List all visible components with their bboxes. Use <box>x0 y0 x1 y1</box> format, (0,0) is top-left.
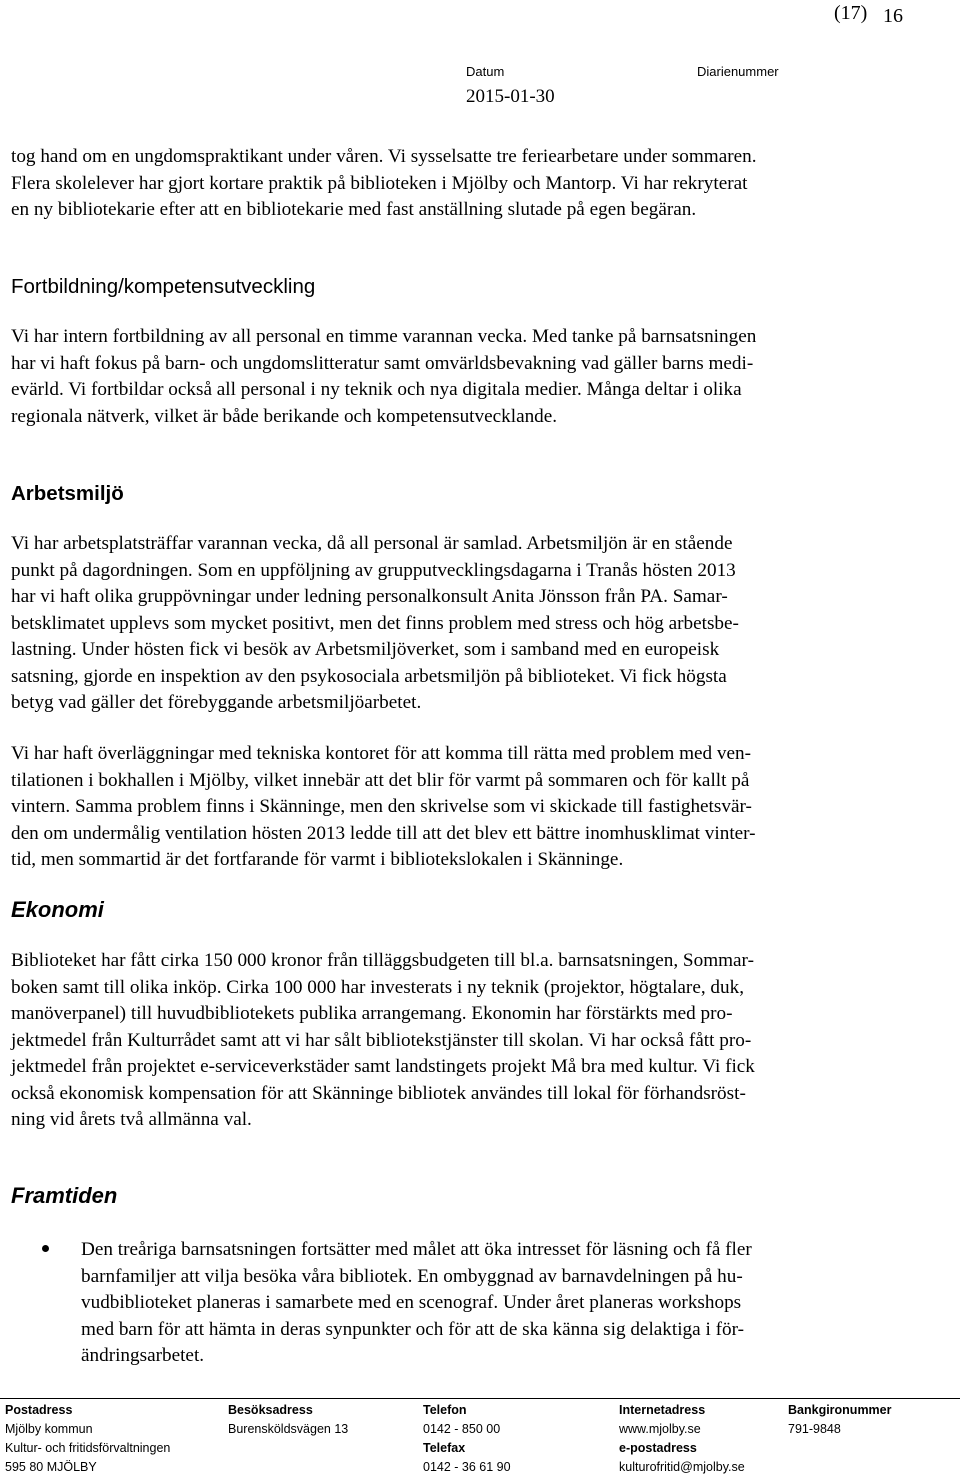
text-line: barnfamiljer att vilja besöka våra bibliotek. En ombyggnad av barnavdelningen på hu- <box>81 1265 743 1287</box>
text-line: vintern. Samma problem finns i Skänninge, men den skrivelse som vi skickade till fastighetsvär- <box>11 796 752 817</box>
text-line: jektmedel från Kulturrådet samt att vi har sålt bibliotekstjänster till skolan. Vi har också fått pro- <box>11 1029 752 1051</box>
text-line: ning vid årets två allmänna val. <box>11 1109 252 1130</box>
diarienummer-label: Diarienummer <box>697 64 779 79</box>
heading-ekonomi: Ekonomi <box>11 897 104 922</box>
postadress-label: Postadress <box>5 1403 73 1417</box>
text-line: har vi haft fokus på barn- och ungdomslitteratur samt omvärldsbevakning vad gäller barns medi- <box>11 352 754 374</box>
besoksadress-label: Besöksadress <box>228 1403 313 1417</box>
arbetsmiljo-paragraph-2 <box>11 741 936 874</box>
epostadress-label: e-postadress <box>619 1441 697 1455</box>
text-line: den om undermålig ventilation hösten 2013 ledde till att det blev ett bättre inomhusklimat vinter- <box>11 822 756 844</box>
heading-fortbildning: Fortbildning/kompetensutveckling <box>11 275 316 298</box>
text-line: satsning, gjorde en inspektion av den psykosociala arbetsmiljön på biblioteket. Vi fick högsta <box>11 665 727 687</box>
footer-divider <box>0 1398 960 1399</box>
internetadress-link[interactable]: www.mjolby.se <box>619 1422 701 1436</box>
text-line: vudbiblioteket planeras i samarbete med en scenograf. Under året planeras workshops <box>81 1292 742 1313</box>
framtiden-bullet-item <box>81 1237 936 1370</box>
text-line: boken samt till olika inköp. Cirka 100 000 har investerats i ny teknik (projektor, högtalare, duk, <box>11 976 745 998</box>
telefon-value: 0142 - 850 00 <box>423 1422 501 1436</box>
document-date: 2015-01-30 <box>466 86 555 107</box>
telefax-label: Telefax <box>423 1441 466 1455</box>
text-line: regionala nätverk, vilket är både berikande och kompetensutvecklande. <box>11 405 558 427</box>
text-line: Vi har arbetsplatsträffar varannan vecka, då all personal är samlad. Arbetsmiljön är en stående <box>11 533 733 554</box>
heading-framtiden: Framtiden <box>11 1183 118 1208</box>
internetadress-label: Internetadress <box>619 1403 706 1417</box>
bullet-icon <box>42 1245 49 1252</box>
telefax-value: 0142 - 36 61 90 <box>423 1460 511 1474</box>
postadress-line-3: 595 80 MJÖLBY <box>5 1460 97 1474</box>
text-line: betyg vad gäller det förebyggande arbetsmiljöarbetet. <box>11 692 422 713</box>
telefon-label: Telefon <box>423 1403 467 1417</box>
text-line: har vi haft olika gruppövningar under ledning personalkonsult Anita Jönsson från PA. Samar- <box>11 586 728 607</box>
postadress-line-2: Kultur- och fritidsförvaltningen <box>5 1441 171 1455</box>
page-number-paren: (17) <box>834 2 868 24</box>
text-line: Biblioteket har fått cirka 150 000 kronor från tilläggsbudgeten till bl.a. barnsatsningen, Sommar- <box>11 950 754 971</box>
text-line: med barn för att hämta in deras synpunkter och för att de ska känna sig delaktiga i för- <box>81 1318 744 1340</box>
intro-paragraph <box>11 144 936 224</box>
text-line: tilationen i bokhallen i Mjölby, vilket innebär att det blir för varmt på sommaren och för kallt på <box>11 769 750 791</box>
text-line: manöverpanel) till huvudbibliotekets publika arrangemang. Ekonomin har förstärkts med pro- <box>11 1003 733 1024</box>
arbetsmiljo-paragraph-1 <box>11 531 936 717</box>
text-line: betsklimatet upplevs som mycket positivt, men det finns problem med stress och hög arbetsbe- <box>11 612 739 634</box>
page-number: 16 <box>883 5 903 27</box>
text-line: jektmedel från projektet e-serviceverkstäder samt landstingets projekt Må bra med kultur. Vi fick <box>11 1056 755 1077</box>
text-line: evärld. Vi fortbildar också all personal i ny teknik och nya digitala medier. Många deltar i olika <box>11 379 742 400</box>
text-line: Vi har intern fortbildning av all personal en timme varannan vecka. Med tanke på barnsatsningen <box>11 326 757 347</box>
epostadress-link[interactable]: kulturofritid@mjolby.se <box>619 1460 745 1474</box>
text-line: tid, men sommartid är det fortfarande för varmt i bibliotekslokalen i Skänninge. <box>11 849 624 870</box>
postadress-line-1: Mjölby kommun <box>5 1422 93 1436</box>
text-line: lastning. Under hösten fick vi besök av Arbetsmiljöverket, som i samband med en europeisk <box>11 639 720 660</box>
text-line: Den treåriga barnsatsningen fortsätter med målet att öka intresset för läsning och få fler <box>81 1239 752 1260</box>
datum-label: Datum <box>466 64 505 79</box>
text-line: Flera skolelever har gjort kortare praktik på biblioteken i Mjölby och Mantorp. Vi har rekryterat <box>11 172 748 194</box>
text-line: tog hand om en ungdomspraktikant under våren. Vi sysselsatte tre feriearbetare under sommaren. <box>11 146 757 167</box>
text-line: också ekonomisk kompensation för att Skänninge bibliotek användes till lokal för förhandsröst- <box>11 1082 746 1104</box>
besoksadress-value: Burensköldsvägen 13 <box>228 1422 349 1436</box>
bankgironummer-value: 791-9848 <box>788 1422 841 1436</box>
ekonomi-paragraph <box>11 948 936 1134</box>
heading-arbetsmiljo: Arbetsmiljö <box>11 482 124 505</box>
text-line: ändringsarbetet. <box>81 1345 205 1366</box>
text-line: Vi har haft överläggningar med tekniska kontoret för att komma till rätta med problem med ven- <box>11 743 752 764</box>
fortbildning-paragraph <box>11 324 936 430</box>
bankgironummer-label: Bankgironummer <box>788 1403 892 1417</box>
text-line: punkt på dagordningen. Som en uppföljning av grupputvecklingsdagarna i Tranås hösten 2013 <box>11 559 736 581</box>
text-line: en ny bibliotekarie efter att en bibliotekarie med fast anställning slutade på egen begäran. <box>11 199 697 220</box>
